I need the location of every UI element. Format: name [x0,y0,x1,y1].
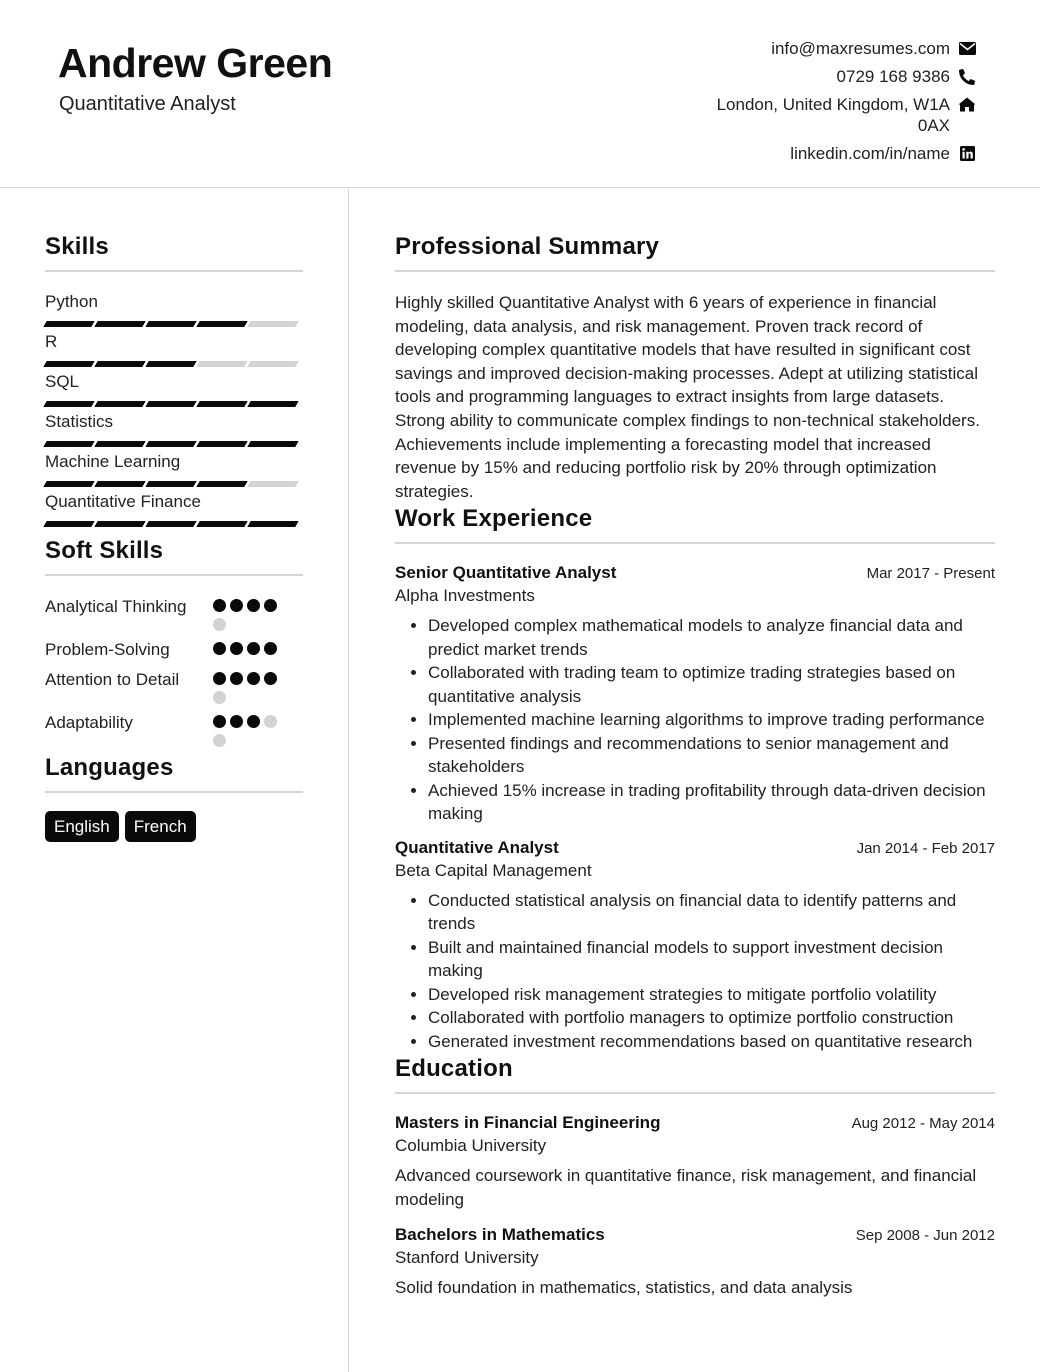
linkedin-icon [958,143,976,164]
soft-skill-name: Analytical Thinking [45,597,187,616]
rating-dot [247,672,260,685]
soft-skill-row [45,638,303,661]
education-dates: Sep 2008 - Jun 2012 [855,1227,995,1245]
job-dates: Mar 2017 - Present [866,565,995,583]
skill-level-segment [145,521,196,527]
skills-list [45,291,303,527]
skill-level-segment [94,521,145,527]
skill-level-segment [196,481,247,487]
skill-level-segment [94,361,145,367]
skill-level-segment [196,441,247,447]
skill-level-segment [94,321,145,327]
soft-skill-name: Adaptability [45,713,133,732]
rating-dot [213,715,226,728]
skill-level-segment [196,521,247,527]
job-bullet: • Implemented machine learning algorithms to improve trading performance [428,708,995,732]
skill-level-segment [43,361,94,367]
skill-level-segment [247,521,298,527]
contact-address-text: London, United Kingdom, W1A 0AX [716,95,950,135]
job-bullet: • Collaborated with portfolio managers to optimize portfolio construction [428,1006,995,1030]
home-icon [958,94,976,115]
education-header [395,1113,995,1133]
soft-skill-rating [213,668,287,704]
language-tag: English [45,811,119,842]
contact-email-text: info@maxresumes.com [771,39,950,58]
contact-linkedin-text: linkedin.com/in/name [790,144,950,163]
job-title: Senior Quantitative Analyst [395,563,617,583]
candidate-role: Quantitative Analyst [59,93,236,115]
rating-dot [247,715,260,728]
soft-skills-heading: Soft Skills [45,537,303,576]
rating-dot [264,642,277,655]
skill-level-segment [247,401,298,407]
skill-level-segment [43,521,94,527]
skill-name: Machine Learning [45,452,181,471]
job-bullet: • Generated investment recommendations based on quantitative research [428,1030,995,1054]
rating-dot [230,672,243,685]
education-description: Solid foundation in mathematics, statistics, and data analysis [395,1278,853,1298]
soft-skills-list [45,595,303,747]
skill-level-segment [145,481,196,487]
resume-header [0,0,1040,188]
soft-skill-row [45,711,303,747]
skill-level-segment [145,361,196,367]
job-bullet: • Built and maintained financial models to support investment decision making [428,936,995,983]
summary-heading: Professional Summary [395,233,995,272]
rating-dot [264,599,277,612]
education-description: Advanced coursework in quantitative finance, risk management, and financial modeling [395,1166,977,1209]
skill-level-bar [45,521,303,527]
school-name: Stanford University [395,1248,539,1268]
job-company: Beta Capital Management [395,860,592,880]
experience-list [395,563,995,1053]
skill-level-segment [196,361,247,367]
rating-dot [230,599,243,612]
contact-linkedin[interactable] [656,143,976,164]
job-company: Alpha Investments [395,586,535,606]
skill-level-segment [247,361,298,367]
skill-level-segment [94,441,145,447]
skill-level-segment [145,441,196,447]
skill-level-bar [45,321,303,327]
degree-title: Bachelors in Mathematics [395,1225,605,1245]
skill-level-segment [196,321,247,327]
sidebar [45,233,303,842]
job-bullet: • Achieved 15% increase in trading profitability through data-driven decision making [428,779,995,826]
education-heading: Education [395,1055,995,1094]
skill-level-segment [94,401,145,407]
job-bullets [395,889,995,1054]
skill-level-segment [196,401,247,407]
envelope-icon [958,38,976,59]
phone-icon [958,66,976,87]
soft-skill-name: Attention to Detail [45,670,180,689]
skill-level-segment [145,401,196,407]
soft-skill-rating [213,711,287,747]
contact-phone-text: 0729 168 9386 [836,67,950,86]
skill-level-segment [43,401,94,407]
languages-heading: Languages [45,754,303,793]
skill-level-bar [45,481,303,487]
rating-dot [264,672,277,685]
job-title: Quantitative Analyst [395,837,559,857]
skill-name: Statistics [45,412,114,431]
skill-level-segment [145,321,196,327]
language-tag: French [125,811,196,842]
soft-skill-name: Problem-Solving [45,640,170,659]
job-entry [395,563,995,826]
rating-dot [213,691,226,704]
rating-dot [213,642,226,655]
education-header [395,1225,995,1245]
job-bullet: • Conducted statistical analysis on financial data to identify patterns and trends [428,889,995,936]
job-header [395,563,995,583]
rating-dot [213,672,226,685]
skill-name: Python [45,292,98,311]
rating-dot [247,642,260,655]
job-bullet: • Presented findings and recommendations to senior management and stakeholders [428,732,995,779]
soft-skill-rating [213,638,287,655]
skill-level-bar [45,441,303,447]
skill-level-segment [43,481,94,487]
education-dates: Aug 2012 - May 2014 [851,1115,995,1133]
degree-title: Masters in Financial Engineering [395,1113,661,1133]
rating-dot [247,599,260,612]
rating-dot [213,618,226,631]
job-bullets [395,614,995,826]
skill-level-bar [45,361,303,367]
job-entry [395,838,995,1054]
experience-heading: Work Experience [395,505,995,544]
job-bullet: • Developed risk management strategies to mitigate portfolio volatility [428,983,995,1007]
skill-level-segment [247,481,298,487]
rating-dot [213,599,226,612]
skill-level-segment [247,321,298,327]
soft-skill-row [45,595,303,631]
rating-dot [230,642,243,655]
languages-list [45,811,303,842]
candidate-name: Andrew Green [58,40,333,86]
contact-phone[interactable] [656,66,976,87]
skills-heading: Skills [45,233,303,272]
main-content [395,233,995,1300]
rating-dot [264,715,277,728]
contact-email[interactable] [656,38,976,59]
soft-skill-rating [213,595,287,631]
skill-name: SQL [45,372,80,391]
school-name: Columbia University [395,1136,547,1156]
education-entry [395,1113,995,1211]
skill-name: Quantitative Finance [45,492,201,511]
summary-text: Highly skilled Quantitative Analyst with 6 years of experience in financial modeling, data analysis, and risk management. Proven track record of developing complex quantitative models that have resulted in significant cost savings and improved decision-making processes. Adept at utilizing statistical tools and programming languages to extract insights from large datasets. Strong ability to communicate complex findings to non-technical stakeholders. Achievements include implementing a forecasting model that increased revenue by 15% and reducing portfolio risk by 20% through optimization strategies. [395,293,980,501]
education-entry [395,1225,995,1300]
skill-level-segment [43,321,94,327]
column-divider [348,188,349,1372]
skill-level-segment [43,441,94,447]
education-list [395,1113,995,1300]
rating-dot [213,734,226,747]
job-bullet: • Developed complex mathematical models to analyze financial data and predict market trends [428,614,995,661]
job-bullet: • Collaborated with trading team to optimize trading strategies based on quantitative analysis [428,661,995,708]
contact-address [656,94,976,136]
job-header [395,838,995,858]
contact-list [656,38,976,171]
soft-skill-row [45,668,303,704]
job-dates: Jan 2014 - Feb 2017 [856,839,995,857]
rating-dot [230,715,243,728]
skill-name: R [45,332,58,351]
skill-level-bar [45,401,303,407]
skill-level-segment [94,481,145,487]
skill-level-segment [247,441,298,447]
